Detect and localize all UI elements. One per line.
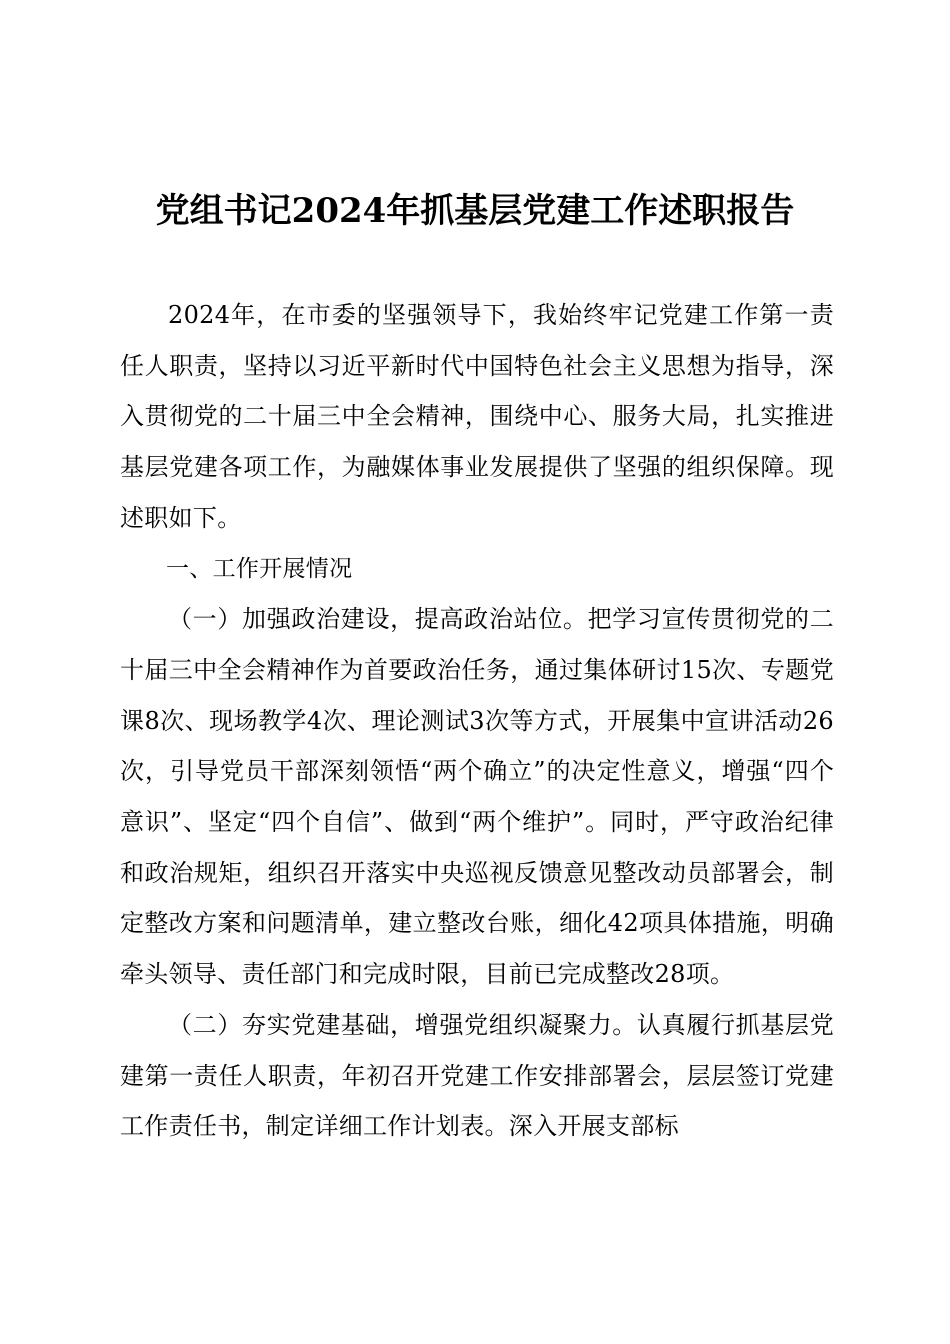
- document-title: 党组书记2024年抓基层党建工作述职报告: [155, 191, 795, 231]
- section-heading: 一、工作开展情况: [166, 555, 353, 582]
- subsection-paragraph-1: （一）加强政治建设，提高政治站位。把学习宣传贯彻党的二十届三中全会精神作为首要政治任务，通过集体研讨15次、专题党课8次、现场教学4次、理论测试3次等方式，开展集中宣讲活动26次，引导党员干部深刻领悟“两个确立”的决定性意义，增强“四个意识”、坚定“四个自信”、做到“两个维护”。同时，严守政治纪律和政治规矩，组织召开落实中央巡视反馈意见整改动员部署会，制定整改方案和问题清单，建立整改台账，细化42项具体措施，明确牵头领导、责任部门和完成时限，目前已完成整改28项。: [120, 605, 834, 989]
- intro-paragraph: 2024年，在市委的坚强领导下，我始终牢记党建工作第一责任人职责，坚持以习近平新时代中国特色社会主义思想为指导，深入贯彻党的二十届三中全会精神，围绕中心、服务大局，扎实推进基层党建各项工作，为融媒体事业发展提供了坚强的组织保障。现述职如下。: [120, 301, 834, 532]
- document-body: [120, 290, 834, 1152]
- subsection-paragraph-2: （二）夯实党建基础，增强党组织凝聚力。认真履行抓基层党建第一责任人职责，年初召开党建工作安排部署会，层层签订党建工作责任书，制定详细工作计划表。深入开展支部标: [120, 1010, 834, 1141]
